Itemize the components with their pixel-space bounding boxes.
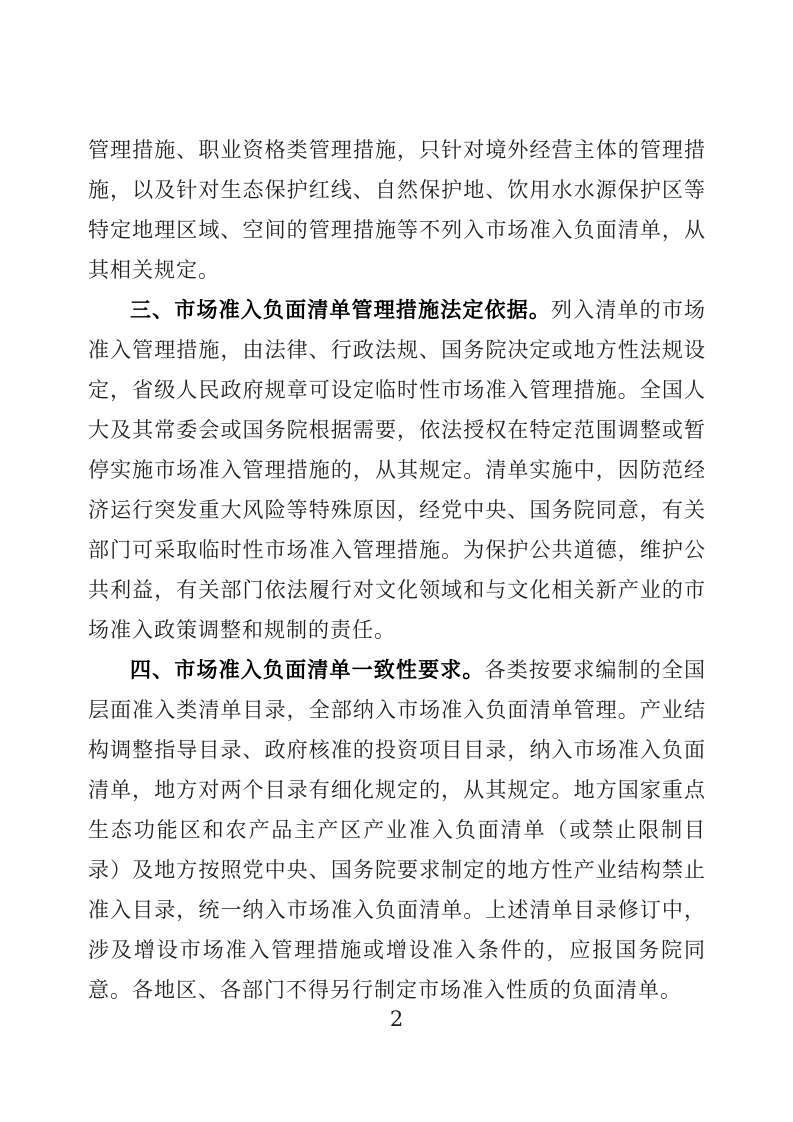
section-heading-4: 四、市场准入负面清单一致性要求。 xyxy=(130,658,485,682)
document-body xyxy=(88,130,706,1010)
paragraph-text: 各类按要求编制的全国层面准入类清单目录，全部纳入市场准入负面清单管理。产业结构调整指导目录、政府核准的投资项目目录，纳入市场准入负面清单，地方对两个目录有细化规定的，从其规定。地方国家重点生态功能区和农产品主产区产业准入负面清单（或禁止限制目录）及地方按照党中央、国务院要求制定的地方性产业结构禁止准入目录，统一纳入市场准入负面清单。上述清单目录修订中，涉及增设市场准入管理措施或增设准入条件的，应报国务院同意。各地区、各部门不得另行制定市场准入性质的负面清单。 xyxy=(88,658,707,1002)
paragraph-text: 管理措施、职业资格类管理措施，只针对境外经营主体的管理措施，以及针对生态保护红线、自然保护地、饮用水水源保护区等特定地理区域、空间的管理措施等不列入市场准入负面清单，从其相关规定。 xyxy=(88,138,706,282)
paragraph-text: 列入清单的市场准入管理措施，由法律、行政法规、国务院决定或地方性法规设定，省级人民政府规章可设定临时性市场准入管理措施。全国人大及其常委会或国务院根据需要，依法授权在特定范围调整或暂停实施市场准入管理措施的，从其规定。清单实施中，因防范经济运行突发重大风险等特殊原因，经党中央、国务院同意，有关部门可采取临时性市场准入管理措施。为保护公共道德，维护公共利益，有关部门依法履行对文化领域和与文化相关新产业的市场准入政策调整和规制的责任。 xyxy=(88,298,707,642)
page-number: 2 xyxy=(389,1007,404,1031)
paragraph-section-4 xyxy=(88,650,706,1010)
paragraph-continuation xyxy=(88,130,706,290)
paragraph-section-3 xyxy=(88,290,706,650)
section-heading-3: 三、市场准入负面清单管理措施法定依据。 xyxy=(130,298,552,322)
